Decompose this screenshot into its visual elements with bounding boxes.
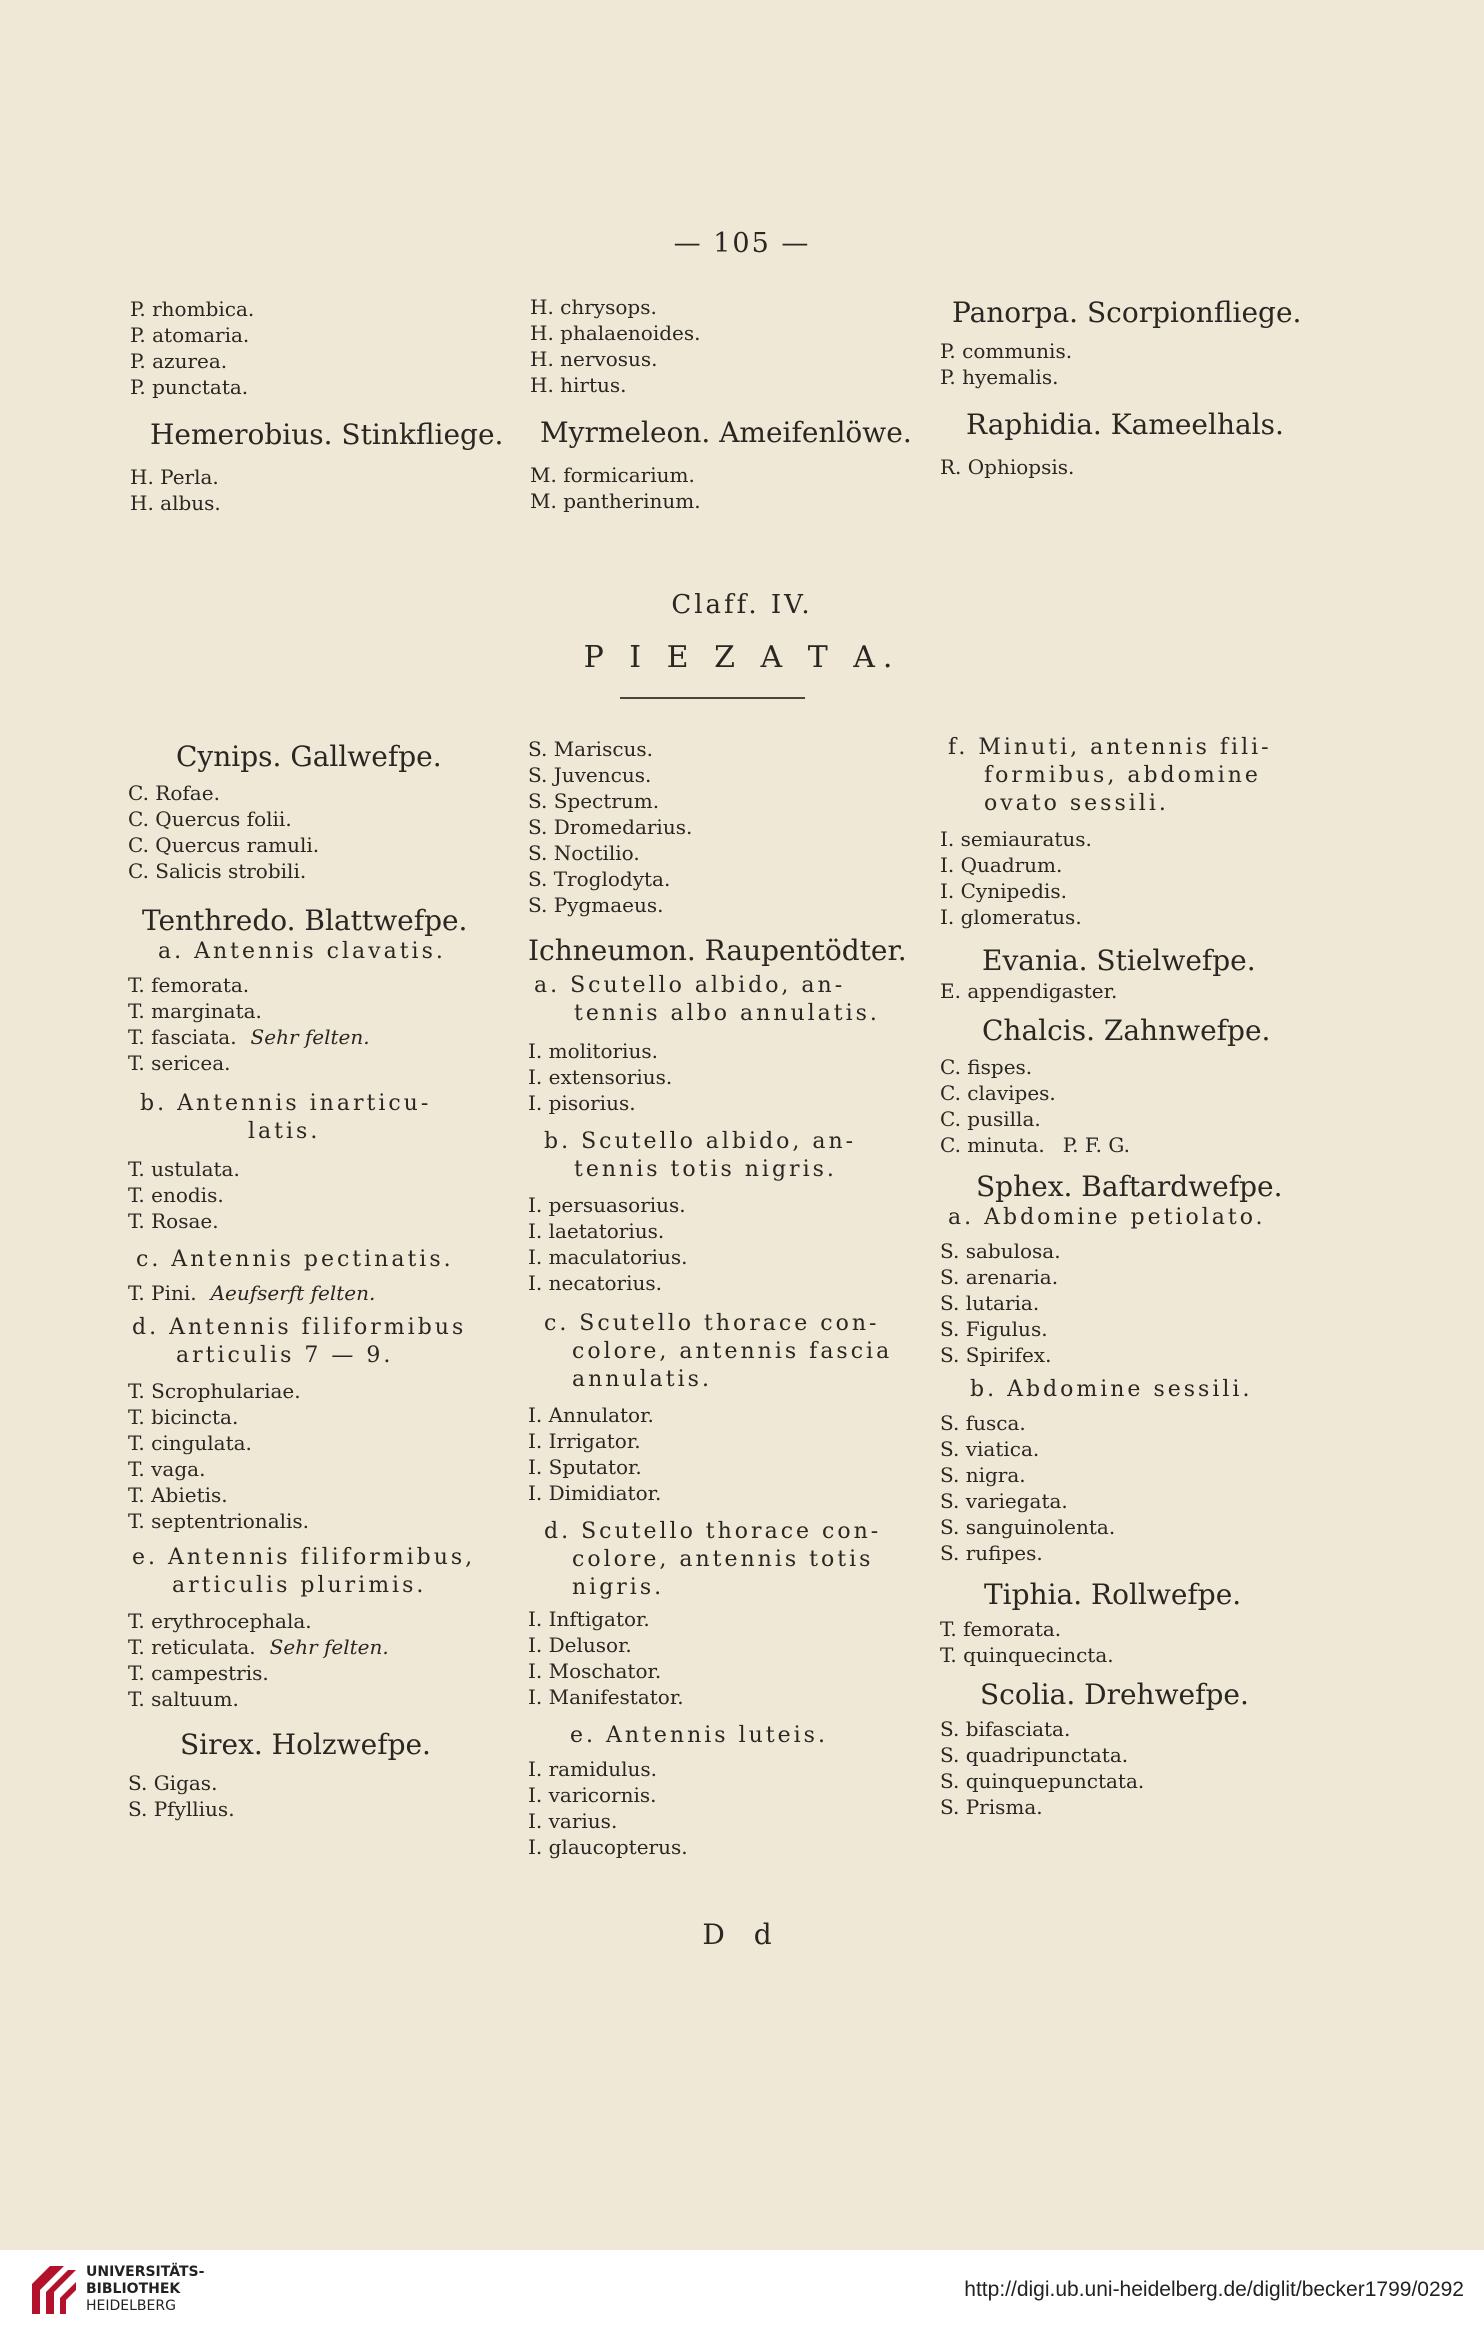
list-item: I. necatorius. bbox=[528, 1271, 662, 1295]
species-name: C. minuta. bbox=[940, 1133, 1045, 1157]
list-item: P. azurea. bbox=[130, 349, 228, 373]
list-item: T. bicincta. bbox=[128, 1405, 239, 1429]
list-item bbox=[940, 1132, 1360, 1158]
list-item: P. rhombica. bbox=[130, 297, 255, 321]
list-item: M. pantherinum. bbox=[530, 489, 701, 513]
list-item: S. Troglodyta. bbox=[528, 867, 671, 891]
list-item: I. maculatorius. bbox=[528, 1245, 688, 1269]
section-heading: c. Antennis pectinatis. bbox=[136, 1247, 454, 1272]
list-item: I. Cynipedis. bbox=[940, 879, 1067, 903]
list-item: M. formicarium. bbox=[530, 463, 695, 487]
list-item bbox=[128, 1608, 518, 1634]
list-item: C. pusilla. bbox=[940, 1107, 1041, 1131]
list-item: H. Perla. bbox=[130, 465, 219, 489]
section-heading: a. Abdomine petiolato. bbox=[948, 1205, 1266, 1230]
list-item: T. enodis. bbox=[128, 1183, 224, 1207]
section-heading-cont: articulis 7 — 9. bbox=[176, 1343, 394, 1368]
library-logo-icon bbox=[28, 2262, 80, 2318]
list-item: I. pisorius. bbox=[528, 1091, 636, 1115]
list-item: R. Ophiopsis. bbox=[940, 455, 1075, 479]
genus-heading-myrmeleon: Myrmeleon. Ameifenlöwe. bbox=[540, 416, 912, 449]
section-heading-cont: latis. bbox=[248, 1119, 321, 1144]
list-item: T. cingulata. bbox=[128, 1431, 252, 1455]
list-item: H. nervosus. bbox=[530, 347, 658, 371]
section-heading: b. Antennis inarticu- bbox=[140, 1091, 432, 1116]
rarity-note: Aeufserft felten. bbox=[210, 1281, 376, 1305]
list-item bbox=[128, 998, 518, 1024]
list-item: H. hirtus. bbox=[530, 373, 627, 397]
class-label: Claff. IV. bbox=[671, 590, 813, 620]
list-item: C. Quercus ramuli. bbox=[128, 833, 320, 857]
list-item: S. Figulus. bbox=[940, 1317, 1048, 1341]
section-heading-cont: annulatis. bbox=[572, 1367, 712, 1392]
section-heading-cont: nigris. bbox=[572, 1575, 665, 1600]
section-heading: b. Scutello albido, an- bbox=[544, 1129, 857, 1154]
rarity-note: Sehr felten. bbox=[269, 1635, 389, 1659]
list-item: I. Dimidiator. bbox=[528, 1481, 662, 1505]
list-item: I. Annulator. bbox=[528, 1403, 654, 1427]
section-heading: a. Scutello albido, an- bbox=[534, 973, 846, 998]
divider bbox=[620, 697, 805, 699]
list-item: T. Rosae. bbox=[128, 1209, 219, 1233]
list-item: P. punctata. bbox=[130, 375, 249, 399]
list-item: I. persuasorius. bbox=[528, 1193, 686, 1217]
genus-heading-ichneumon: Ichneumon. Raupentödter. bbox=[528, 934, 907, 967]
list-item: T. femorata. bbox=[940, 1617, 1062, 1641]
species-name: T. Pini. bbox=[128, 1281, 197, 1305]
list-item: T. Abietis. bbox=[128, 1483, 228, 1507]
species-name: T. saltuum. bbox=[128, 1687, 239, 1711]
species-name: T. erythrocephala. bbox=[128, 1609, 312, 1633]
species-name: T. reticulata. bbox=[128, 1635, 256, 1659]
list-item: I. laetatorius. bbox=[528, 1219, 665, 1243]
list-item: H. albus. bbox=[130, 491, 221, 515]
genus-heading-chalcis: Chalcis. Zahnwefpe. bbox=[982, 1014, 1271, 1047]
list-item: T. ustulata. bbox=[128, 1157, 240, 1181]
list-item: S. Noctilio. bbox=[528, 841, 640, 865]
collector-note: P. F. G. bbox=[1062, 1133, 1130, 1157]
genus-heading-evania: Evania. Stielwefpe. bbox=[982, 944, 1256, 977]
list-item: S. Spectrum. bbox=[528, 789, 660, 813]
list-item: P. communis. bbox=[940, 339, 1073, 363]
list-item: S. viatica. bbox=[940, 1437, 1040, 1461]
list-item: C. clavipes. bbox=[940, 1081, 1056, 1105]
list-item: P. hyemalis. bbox=[940, 365, 1059, 389]
list-item: I. glomeratus. bbox=[940, 905, 1082, 929]
section-heading: e. Antennis luteis. bbox=[570, 1723, 828, 1748]
list-item bbox=[128, 1660, 518, 1686]
section-heading: b. Abdomine sessili. bbox=[970, 1377, 1253, 1402]
section-heading: d. Scutello thorace con- bbox=[544, 1519, 882, 1544]
list-item: C. Quercus folii. bbox=[128, 807, 292, 831]
list-item: I. Manifestator. bbox=[528, 1685, 684, 1709]
genus-heading-cynips: Cynips. Gallwefpe. bbox=[176, 740, 442, 773]
species-name: T. fasciata. bbox=[128, 1025, 237, 1049]
species-name: T. femorata. bbox=[128, 973, 250, 997]
section-heading-cont: ovato sessili. bbox=[984, 791, 1169, 816]
list-item: T. vaga. bbox=[128, 1457, 206, 1481]
genus-heading-tiphia: Tiphia. Rollwefpe. bbox=[984, 1578, 1242, 1611]
library-name-line: UNIVERSITÄTS- bbox=[86, 2264, 205, 2280]
page-number: — 105 — bbox=[673, 228, 811, 259]
list-item: I. Moschator. bbox=[528, 1659, 662, 1683]
top-column-2 bbox=[530, 294, 930, 514]
list-item: S. Mariscus. bbox=[528, 737, 654, 761]
list-item: I. semiauratus. bbox=[940, 827, 1092, 851]
top-column-1 bbox=[130, 296, 510, 516]
list-item: C. fispes. bbox=[940, 1055, 1033, 1079]
list-item bbox=[128, 1634, 518, 1660]
list-item: S. Prisma. bbox=[940, 1795, 1043, 1819]
viewer-footer bbox=[0, 2250, 1484, 2332]
list-item: I. ramidulus. bbox=[528, 1757, 658, 1781]
list-item: I. glaucopterus. bbox=[528, 1835, 688, 1859]
species-name: T. marginata. bbox=[128, 999, 262, 1023]
list-item: C. Rofae. bbox=[128, 781, 220, 805]
list-item: S. quinquepunctata. bbox=[940, 1769, 1145, 1793]
list-item bbox=[128, 972, 518, 998]
middle-column bbox=[528, 736, 928, 1860]
genus-heading-scolia: Scolia. Drehwefpe. bbox=[980, 1678, 1249, 1711]
section-heading-cont: articulis plurimis. bbox=[172, 1573, 427, 1598]
list-item bbox=[128, 1024, 518, 1050]
list-item: I. Sputator. bbox=[528, 1455, 642, 1479]
section-heading: a. Antennis clavatis. bbox=[158, 939, 446, 964]
list-item: I. varicornis. bbox=[528, 1783, 657, 1807]
library-name-line: BIBLIOTHEK bbox=[86, 2281, 181, 2297]
list-item: S. variegata. bbox=[940, 1489, 1068, 1513]
class-name: P I E Z A T A. bbox=[583, 640, 901, 675]
right-column bbox=[940, 734, 1360, 1820]
list-item: T. quinquecincta. bbox=[940, 1643, 1114, 1667]
section-heading-cont: tennis totis nigris. bbox=[574, 1157, 837, 1182]
list-item: S. Dromedarius. bbox=[528, 815, 693, 839]
section-heading: f. Minuti, antennis fili- bbox=[948, 735, 1272, 760]
section-heading-cont: colore, antennis fascia bbox=[572, 1339, 893, 1364]
permalink-url[interactable]: http://digi.ub.uni-heidelberg.de/diglit/becker1799/0292 bbox=[964, 2278, 1464, 2301]
section-heading: e. Antennis filiformibus, bbox=[132, 1545, 476, 1570]
list-item bbox=[128, 1050, 518, 1076]
list-item: S. Juvencus. bbox=[528, 763, 652, 787]
list-item: S. Gigas. bbox=[128, 1771, 218, 1795]
section-heading: c. Scutello thorace con- bbox=[544, 1311, 880, 1336]
section-heading: d. Antennis filiformibus bbox=[132, 1315, 467, 1340]
list-item: T. septentrionalis. bbox=[128, 1509, 310, 1533]
genus-heading-sirex: Sirex. Holzwefpe. bbox=[180, 1728, 431, 1761]
list-item: I. extensorius. bbox=[528, 1065, 673, 1089]
list-item: C. Salicis strobili. bbox=[128, 859, 307, 883]
list-item: H. chrysops. bbox=[530, 295, 657, 319]
list-item bbox=[128, 1280, 518, 1306]
list-item: S. nigra. bbox=[940, 1463, 1026, 1487]
section-heading-cont: formibus, abdomine bbox=[984, 763, 1261, 788]
list-item bbox=[128, 1686, 518, 1712]
genus-heading-sphex: Sphex. Baftardwefpe. bbox=[976, 1170, 1283, 1203]
library-name bbox=[86, 2264, 204, 2315]
left-column bbox=[128, 740, 518, 1822]
list-item: S. sanguinolenta. bbox=[940, 1515, 1116, 1539]
list-item: I. varius. bbox=[528, 1809, 618, 1833]
list-item: I. Inftigator. bbox=[528, 1607, 650, 1631]
list-item: S. quadripunctata. bbox=[940, 1743, 1129, 1767]
list-item: S. lutaria. bbox=[940, 1291, 1040, 1315]
signature-mark: D d bbox=[702, 1918, 782, 1951]
list-item: S. bifasciata. bbox=[940, 1717, 1071, 1741]
list-item: S. rufipes. bbox=[940, 1541, 1043, 1565]
rarity-note: Sehr felten. bbox=[250, 1025, 370, 1049]
list-item: S. Pygmaeus. bbox=[528, 893, 664, 917]
library-name-line: HEIDELBERG bbox=[86, 2298, 176, 2314]
list-item: S. sabulosa. bbox=[940, 1239, 1061, 1263]
list-item: I. Delusor. bbox=[528, 1633, 632, 1657]
list-item: E. appendigaster. bbox=[940, 979, 1118, 1003]
genus-heading-hemerobius: Hemerobius. Stinkfliege. bbox=[150, 418, 504, 451]
list-item: I. Quadrum. bbox=[940, 853, 1063, 877]
list-item: I. Irrigator. bbox=[528, 1429, 641, 1453]
list-item: I. molitorius. bbox=[528, 1039, 658, 1063]
section-heading-cont: tennis albo annulatis. bbox=[574, 1001, 880, 1026]
list-item: S. Spirifex. bbox=[940, 1343, 1052, 1367]
species-name: T. sericea. bbox=[128, 1051, 231, 1075]
list-item: S. arenaria. bbox=[940, 1265, 1059, 1289]
list-item: H. phalaenoides. bbox=[530, 321, 701, 345]
genus-heading-panorpa: Panorpa. Scorpionfliege. bbox=[952, 296, 1302, 329]
list-item: S. fusca. bbox=[940, 1411, 1026, 1435]
genus-heading-raphidia: Raphidia. Kameelhals. bbox=[966, 408, 1284, 441]
list-item: S. Pfyllius. bbox=[128, 1797, 235, 1821]
list-item: P. atomaria. bbox=[130, 323, 250, 347]
species-name: T. campestris. bbox=[128, 1661, 269, 1685]
section-heading-cont: colore, antennis totis bbox=[572, 1547, 874, 1572]
top-column-3 bbox=[940, 296, 1340, 480]
list-item: T. Scrophulariae. bbox=[128, 1379, 301, 1403]
genus-heading-tenthredo: Tenthredo. Blattwefpe. bbox=[142, 904, 468, 937]
